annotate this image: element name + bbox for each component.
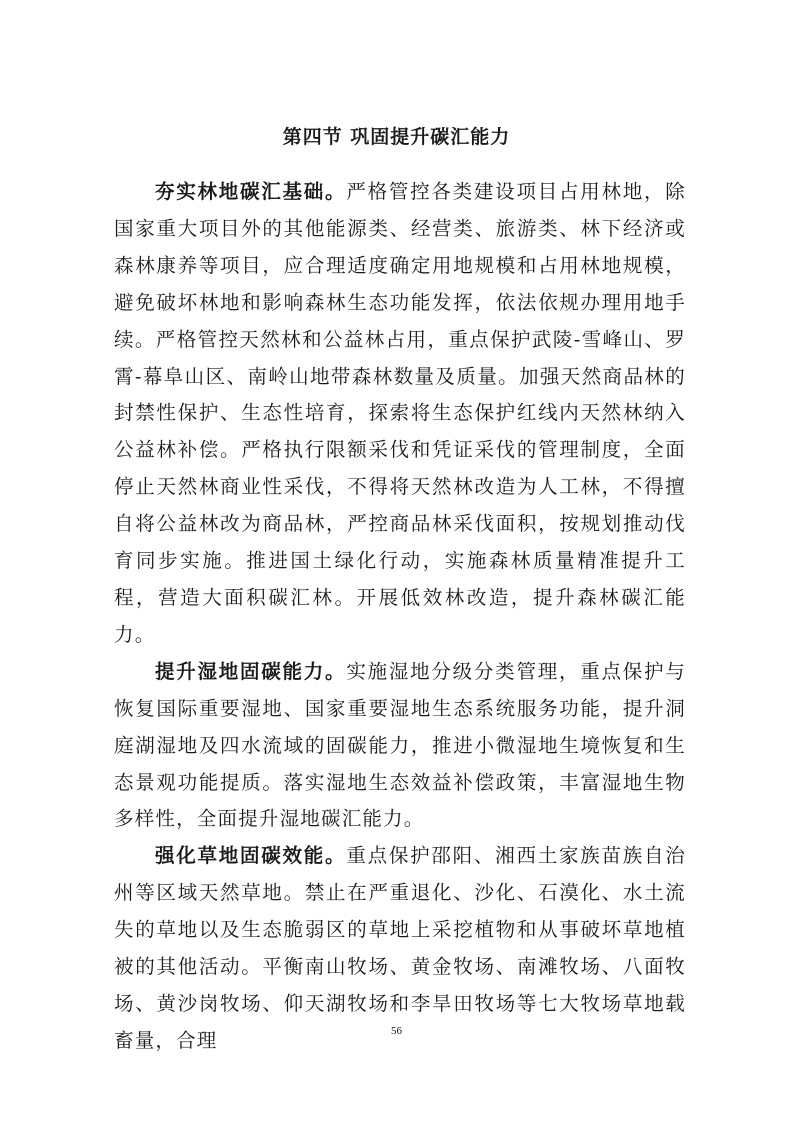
page-number: 56 bbox=[391, 1025, 402, 1037]
body-text bbox=[114, 174, 686, 1060]
paragraph-text: 重点保护邵阳、湘西土家族苗族自治州等区域天然草地。禁止在严重退化、沙化、石漠化、水土流失的草地以及生态脆弱区的草地上采挖植物和从事破坏草地植被的其他活动。平衡南山牧场、黄金牧场、南滩牧场、八面牧场、黄沙岗牧场、仰天湖牧场和李旱田牧场等七大牧场草地载畜量，合理 bbox=[114, 844, 686, 1052]
paragraph-lead: 夯实林地碳汇基础。 bbox=[154, 180, 347, 203]
paragraph-lead: 强化草地固碳效能。 bbox=[154, 844, 347, 868]
paragraph-lead: 提升湿地固碳能力。 bbox=[154, 659, 347, 683]
section-title: 第四节 巩固提升碳汇能力 bbox=[282, 126, 511, 148]
paragraph-text: 实施湿地分级分类管理，重点保护与恢复国际重要湿地、国家重要湿地生态系统服务功能，提升洞庭湖湿地及四水流域的固碳能力，推进小微湿地生境恢复和生态景观功能提质。落实湿地生态效益补偿政策，丰富湿地生物多样性，全面提升湿地碳汇能力。 bbox=[114, 659, 686, 831]
paragraph-text: 严格管控各类建设项目占用林地，除国家重大项目外的其他能源类、经营类、旅游类、林下经济或森林康养等项目，应合理适度确定用地规模和占用林地规模，避免破坏林地和影响森林生态功能发挥，依法依规办理用地手续。严格管控天然林和公益林占用，重点保护武陵-雪峰山、罗霄-幕阜山区、南岭山地带森林数量及质量。加强天然商品林的封禁性保护、生态性培育，探索将生态保护红线内天然林纳入公益林补偿。严格执行限额采伐和凭证采伐的管理制度，全面停止天然林商业性采伐，不得将天然林改造为人工林，不得擅自将公益林改为商品林，严控商品林采伐面积，按规划推动伐育同步实施。推进国土绿化行动，实施森林质量精准提升工程，营造大面积碳汇林。开展低效林改造，提升森林碳汇能力。 bbox=[114, 180, 686, 646]
paragraph-forest-carbon-sink bbox=[114, 174, 686, 654]
paragraph-wetland-carbon bbox=[114, 654, 686, 839]
